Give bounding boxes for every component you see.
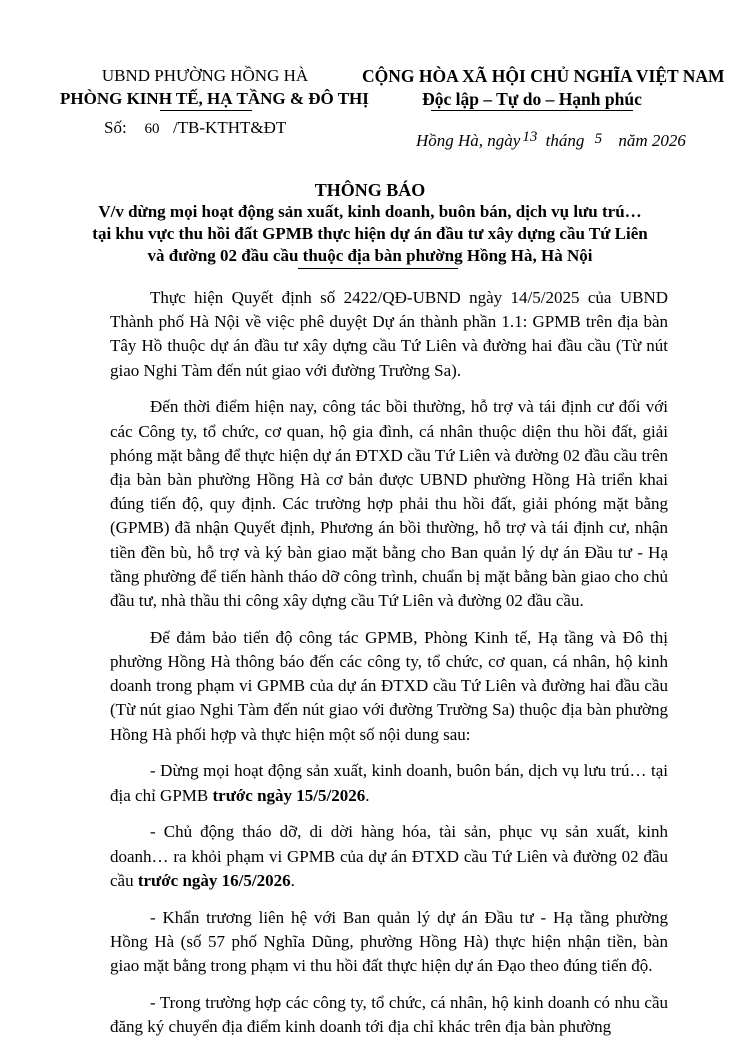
national-motto: Độc lập – Tự do – Hạnh phúc — [422, 89, 642, 109]
date-day: 13 — [522, 129, 538, 145]
paragraph-stop-business: - Dừng mọi hoạt động sản xuất, kinh doanh, buôn bán, dịch vụ lưu trú… tại địa chỉ GPMB trước ngày 15/5/2026. — [110, 761, 668, 805]
date-year: năm 2026 — [618, 131, 686, 150]
motto-underline — [431, 110, 633, 111]
issuing-department: PHÒNG KINH TẾ, HẠ TẦNG & ĐÔ THỊ — [60, 89, 369, 108]
stop-business-deadline: trước ngày 15/5/2026 — [212, 785, 366, 805]
paragraph-contact-board: - Khẩn trương liên hệ với Ban quản lý dự án Đầu tư - Hạ tầng phường Hồng Hà (số 57 phố Nghĩa Dũng, phường Hồng Hà) thực hiện nhận tiền, bàn giao mặt bằng trong phạm vi thu hồi đất thực hiện dự án Đạo theo đúng tiến độ. — [110, 907, 668, 976]
doc-no-suffix: /TB-KTHT&ĐT — [172, 118, 287, 137]
stop-business-text: - Dừng mọi hoạt động sản xuất, kinh doanh, buôn bán, dịch vụ lưu trú… tại địa chỉ GPMB — [110, 761, 668, 805]
relocate-goods-deadline: trước ngày 16/5/2026 — [137, 870, 291, 890]
subject-line-2: tại khu vực thu hồi đất GPMB thực hiện dự án đầu tư xây dựng cầu Tứ Liên — [92, 224, 648, 243]
paragraph-notice: Để đảm bảo tiến độ công tác GPMB, Phòng Kinh tế, Hạ tầng và Đô thị phường Hồng Hà thông báo đến các công ty, tổ chức, cơ quan, cá nhân, hộ kinh doanh trong phạm vi GPMB của dự án ĐTXD cầu Tứ Liên và đường hai đầu cầu (Từ nút giao Nghi Tàm đến nút giao với đường Trường Sa) thuộc địa bàn phường Hồng Hà phối hợp và thực hiện một số nội dung sau: — [110, 627, 668, 744]
subject-line-3: và đường 02 đầu cầu thuộc địa bàn phường Hồng Hà, Hà Nội — [147, 246, 593, 265]
issuing-authority: UBND PHƯỜNG HỒNG HÀ — [101, 66, 309, 85]
paragraph-status: Đến thời điểm hiện nay, công tác bồi thường, hỗ trợ và tái định cư đối với các Công ty, tổ chức, cơ quan, hộ gia đình, cá nhân thuộc diện thu hồi đất, giải phóng mặt bằng để thực hiện dự án ĐTXD cầu Tứ Liên và đường 02 đầu cầu trên địa bàn bàn phường Hồng Hà cơ bản được UBND phường Hồng Hà triển khai đúng tiến độ, quy định. Các trường hợp phải thu hồi đất, giải phóng mặt bằng (GPMB) đã nhận Quyết định, Phương án bồi thường, hỗ trợ và tái định cư, nhận tiền đền bù, hỗ trợ và ký bàn giao mặt bằng cho Ban quản lý dự án Đầu tư - Hạ tầng phường để tiến hành tháo dỡ công trình, chuẩn bị mặt bằng bàn giao cho chủ đầu tư, nhà thầu thi công xây dựng cầu Tứ Liên và đường 02 đầu cầu. — [110, 397, 668, 611]
relocate-goods-text: - Chủ động tháo dỡ, di dời hàng hóa, tài sản, phục vụ sản xuất, kinh doanh… ra khỏi phạm vi GPMB của dự án ĐTXD cầu Tứ Liên và đường 02 đầu cầu — [110, 822, 668, 890]
issue-date — [416, 131, 686, 151]
document-body — [110, 286, 668, 1052]
date-month: 5 — [594, 131, 603, 147]
date-month-label: tháng — [545, 131, 585, 150]
subject-underline — [298, 268, 458, 269]
paragraph-relocation-request: - Trong trường hợp các công ty, tổ chức, cá nhân, hộ kinh doanh có nhu cầu đăng ký chuyển địa điểm kinh doanh tới địa chỉ khác trên địa bàn phường — [110, 992, 668, 1037]
document-title: THÔNG BÁO — [314, 180, 426, 200]
subject-line-1: V/v dừng mọi hoạt động sản xuất, kinh doanh, buôn bán, dịch vụ lưu trú… — [98, 202, 642, 221]
document-number — [104, 118, 286, 138]
paragraph-legal-basis: Thực hiện Quyết định số 2422/QĐ-UBND ngày 14/5/2025 của UBND Thành phố Hà Nội về việc phê duyệt Dự án thành phần 1.1: GPMB trên địa bàn Tây Hồ thuộc dự án đầu tư xây dựng cầu Tứ Liên và đường hai đầu cầu (Từ nút giao Nghi Tàm đến nút giao với đường Trường Sa). — [110, 288, 668, 380]
national-title: CỘNG HÒA XÃ HỘI CHỦ NGHĨA VIỆT NAM — [362, 66, 725, 86]
doc-no-value: 60 — [144, 121, 160, 137]
date-place: Hồng Hà, ngày — [416, 131, 521, 150]
paragraph-relocate-goods: - Chủ động tháo dỡ, di dời hàng hóa, tài sản, phục vụ sản xuất, kinh doanh… ra khỏi phạm vi GPMB của dự án ĐTXD cầu Tứ Liên và đường 02 đầu cầu trước ngày 16/5/2026. — [110, 822, 668, 890]
doc-no-prefix: Số: — [104, 118, 127, 137]
department-underline — [160, 110, 252, 111]
